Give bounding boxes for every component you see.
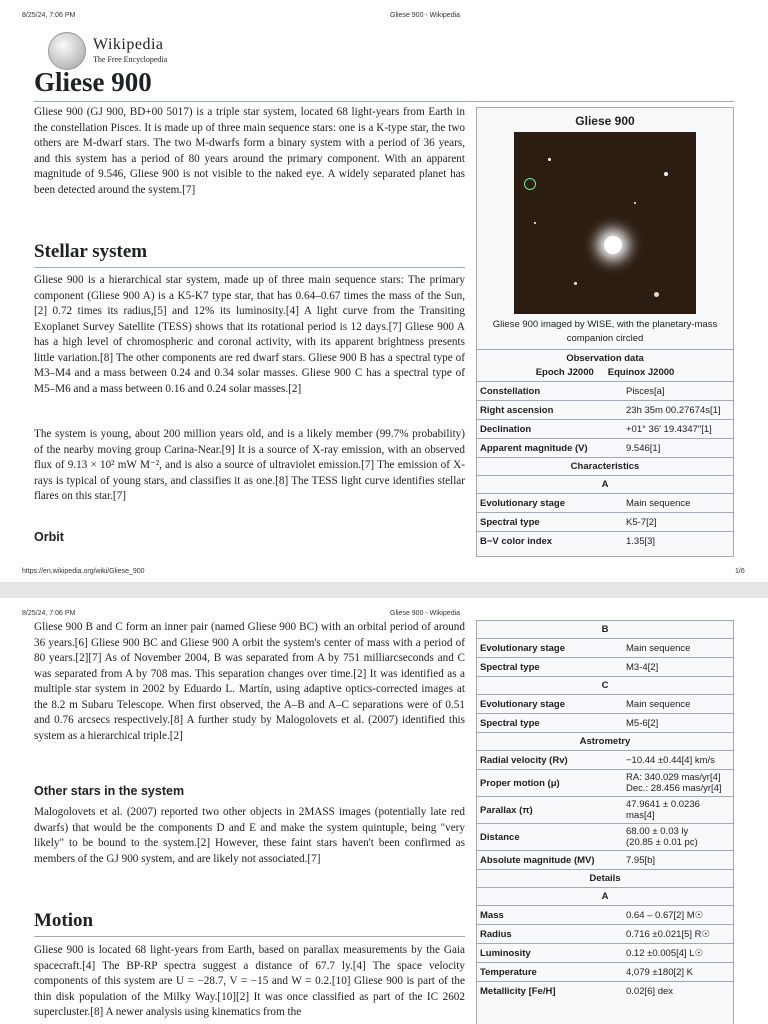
characteristic-a-value: 1.35[3]: [626, 535, 656, 547]
companion-circle-marker: [524, 178, 536, 190]
details-a-row: [477, 943, 733, 962]
astrometry-value: 68.00 ± 0.03 ly (20.85 ± 0.01 pc): [626, 826, 698, 848]
characteristic-a-row: [477, 512, 733, 531]
print-url: https://en.wikipedia.org/wiki/Gliese_900: [22, 568, 145, 575]
star: [534, 222, 536, 224]
characteristic-c-row: [477, 713, 733, 732]
observation-row: [477, 381, 733, 400]
infobox: [476, 107, 734, 557]
astrometry-label[interactable]: Absolute magnitude (MV): [480, 854, 595, 866]
observation-data-heading: Observation data: [477, 349, 733, 367]
astrometry-row: [477, 750, 733, 769]
component-a-heading: A: [477, 475, 733, 493]
observation-row: [477, 438, 733, 457]
characteristic-a-value: K5-7[2]: [626, 516, 657, 528]
details-a-value: 0.02[6] dex: [626, 985, 674, 997]
equinox-label[interactable]: Equinox J2000: [607, 367, 675, 378]
observation-value: +01° 36′ 19.4347″[1]: [626, 423, 712, 435]
observation-label[interactable]: Apparent magnitude (V): [480, 442, 588, 454]
astrometry-label[interactable]: Proper motion (μ): [480, 777, 560, 789]
details-a-value: 4,079 ±180[2] K: [626, 966, 694, 978]
astrometry-row: [477, 796, 733, 823]
characteristics-heading: Characteristics: [477, 457, 733, 475]
section-divider: [34, 936, 465, 937]
characteristic-a-label[interactable]: Evolutionary stage: [480, 497, 565, 509]
observation-value: Pisces[a]: [626, 385, 665, 397]
observation-value: 23h 35m 00.27674s[1]: [626, 404, 721, 416]
astrometry-heading: Astrometry: [477, 732, 733, 750]
print-page-number: 1/6: [735, 568, 745, 575]
characteristic-c-value: M5-6[2]: [626, 717, 659, 729]
details-a-value: 0.12 ±0.005[4] L☉: [626, 947, 704, 959]
stellar-system-paragraph-2: The system is young, about 200 million years old, and is a likely member (99.7% probability) of the nearby moving group Carina-Near.[9] It is a source of X-ray emission, with an observed flux of 9.13 × 10² mW M⁻², and is also a source of ultraviolet emission.[7] The emission of X-rays is typical of young stars, and classifies it as one.[8] The TESS light curve identifies stellar flares on this star.[7]: [34, 428, 465, 502]
astrometry-value: 7.95[b]: [626, 854, 656, 866]
observation-row: [477, 419, 733, 438]
print-page-title: Gliese 900 - Wikipedia: [390, 12, 461, 19]
star: [664, 172, 668, 176]
details-a-value: 0.64 – 0.67[2] M☉: [626, 909, 704, 921]
component-b-heading: B: [601, 624, 609, 635]
motion-paragraph: Gliese 900 is located 68 light-years from Earth, based on parallax measurements by the Gaia spacecraft.[4] The BP-RP spectra suggest a distance of 67.7 ly.[4] The space velocity components of this system are U = −28.7, V = −15 and W = 0.2.[10] Gliese 900 is part of the thin disk population of the Milky Way.[10][2] It was once classified as part of the IC 2602 supercluster.[8] A newer analysis using kinematics from the: [34, 944, 465, 1018]
section-divider: [34, 267, 465, 268]
astrometry-row: [477, 769, 733, 796]
infobox-continued: [476, 620, 734, 1024]
section-heading-orbit: Orbit: [34, 530, 64, 544]
details-a-value: 0.716 ±0.021[5] R☉: [626, 928, 710, 940]
characteristic-b-row: [477, 638, 733, 657]
astrometry-value: RA: 340.029 mas/yr[4] Dec.: 28.456 mas/yr[4]: [626, 772, 722, 794]
star: [548, 158, 551, 161]
details-a-row: [477, 981, 733, 1000]
observation-label[interactable]: Constellation: [480, 385, 541, 397]
details-a-row: [477, 962, 733, 981]
details-a-row: [477, 924, 733, 943]
characteristic-b-label[interactable]: Evolutionary stage: [480, 642, 565, 654]
characteristic-c-value: Main sequence: [626, 698, 691, 710]
observation-row: [477, 400, 733, 419]
characteristic-c-label[interactable]: Evolutionary stage: [480, 698, 565, 710]
characteristic-a-label[interactable]: B−V color index: [480, 535, 553, 547]
print-page-2: [0, 598, 768, 1024]
star: [654, 292, 659, 297]
characteristic-a-row: [477, 531, 733, 550]
print-page-title: Gliese 900 - Wikipedia: [390, 610, 461, 617]
details-a-row: [477, 905, 733, 924]
intro-paragraph: Gliese 900 (GJ 900, BD+00 5017) is a triple star system, located 68 light-years from Earth in the constellation Pisces. It is made up of three main sequence stars: one is a K-type star, the two others are M-dwarf stars. The two M-dwarfs form a binary system with a period of 36 years, and this system has a period of 80 years around the primary component. With an apparent magnitude of 9.546, Gliese 900 is not visible to the naked eye. A widely separated planet has been detected around the system.[7]: [34, 106, 465, 196]
characteristic-b-value: M3-4[2]: [626, 661, 659, 673]
astrometry-label[interactable]: Radial velocity (Rv): [480, 754, 568, 766]
component-c-heading: C: [477, 676, 733, 694]
other-stars-paragraph: Malogolovets et al. (2007) reported two other objects in 2MASS images (potentially late red dwarfs) that would be the components D and E and make the system quintuple, being "very likely" to be bound to the system.[2] However, these faint stars haven't been confirmed as members of the GJ 900 system, and are likely not associated.[7]: [34, 806, 465, 865]
infobox-caption: Gliese 900 imaged by WISE, with the planetary-mass companion circled: [492, 319, 718, 344]
wikipedia-tagline: The Free Encyclopedia: [93, 55, 168, 64]
print-datetime: 8/25/24, 7:06 PM: [22, 12, 76, 19]
observation-label[interactable]: Right ascension: [480, 404, 554, 416]
characteristic-a-value: Main sequence: [626, 497, 691, 509]
characteristic-a-label[interactable]: Spectral type: [480, 516, 540, 528]
astrometry-label[interactable]: Distance: [480, 831, 520, 843]
observation-value: 9.546[1]: [626, 442, 661, 454]
orbit-paragraph: Gliese 900 B and C form an inner pair (named Gliese 900 BC) with an orbital period of around 36 years.[6] Gliese 900 BC and Gliese 900 A orbit the system's center of mass with a period of 80 years.[2][7] As of November 2004, B was separated from A by 751 milliarcseconds and C was separated from A by 708 mas. This separation changes over time.[2] It was identified as a multiple star system in 2002 by Eduardo L. Martín, using adaptive optics-corrected images at the 8.2 m Subaru Telescope. When first observed, the A–B and A–C separations were of 0.51 and 0.76 arcsecs respectively.[8] A further study by Malogolovets et al. (2007) identified this system as a hierarchical triple.[2]: [34, 621, 465, 742]
astrometry-row: [477, 823, 733, 850]
astrometry-row: [477, 850, 733, 869]
section-heading-motion: Motion: [34, 910, 94, 931]
print-datetime: 8/25/24, 7:06 PM: [22, 610, 76, 617]
section-heading-stellar-system: Stellar system: [34, 241, 148, 262]
characteristic-b-row: [477, 657, 733, 676]
page-title: Gliese 900: [34, 67, 152, 97]
details-a-label[interactable]: Luminosity: [480, 947, 531, 959]
starfield-image[interactable]: [514, 132, 696, 314]
details-a-label[interactable]: Mass: [480, 909, 504, 921]
title-divider: [34, 101, 734, 102]
details-a-label[interactable]: Radius: [480, 928, 512, 940]
star: [634, 202, 636, 204]
stellar-system-paragraph-1: Gliese 900 is a hierarchical star system, made up of three main sequence stars: The primary component (Gliese 900 A) is a K5-K7 type star, that has 0.64–0.67 times the mass of the Sun,[2] 0.72 times its radius,[5] and 12% its luminosity.[4] A light curve from the Transiting Exoplanet Survey Satellite (TESS) shows that its rotational period is 12 days.[7] Gliese 900 A has a high level of chromospheric and coronal activity, with its apparent brightness presents little variation.[8] The other components are red dwarf stars. Gliese 900 B has a spectral type of M3–M4 and a mass between 0.24 and 0.34 solar masses. Gliese 900 C has a spectral type of M5–M6 and a mass between 0.16 and 0.24 solar masses.[2]: [34, 274, 465, 395]
details-heading: Details: [477, 869, 733, 887]
observation-label[interactable]: Declination: [480, 423, 532, 435]
characteristic-a-row: [477, 493, 733, 512]
epoch-label[interactable]: Epoch J2000: [535, 367, 594, 378]
details-a-label[interactable]: Temperature: [480, 966, 537, 978]
astrometry-value: 47.9641 ± 0.0236 mas[4]: [626, 799, 700, 821]
characteristic-c-label[interactable]: Spectral type: [480, 717, 540, 729]
wikipedia-wordmark[interactable]: Wikipedia: [93, 36, 164, 53]
astrometry-value: −10.44 ±0.44[4] km/s: [626, 754, 715, 766]
star: [574, 282, 577, 285]
astrometry-label[interactable]: Parallax (π): [480, 804, 533, 816]
wikipedia-globe-icon[interactable]: [48, 32, 86, 70]
section-heading-other-stars: Other stars in the system: [34, 784, 185, 798]
details-component-a-heading: A: [477, 887, 733, 905]
details-a-label[interactable]: Metallicity [Fe/H]: [480, 985, 556, 997]
primary-star: [604, 236, 622, 254]
infobox-title: Gliese 900: [575, 114, 635, 128]
characteristic-c-row: [477, 694, 733, 713]
characteristic-b-label[interactable]: Spectral type: [480, 661, 540, 673]
characteristic-b-value: Main sequence: [626, 642, 691, 654]
